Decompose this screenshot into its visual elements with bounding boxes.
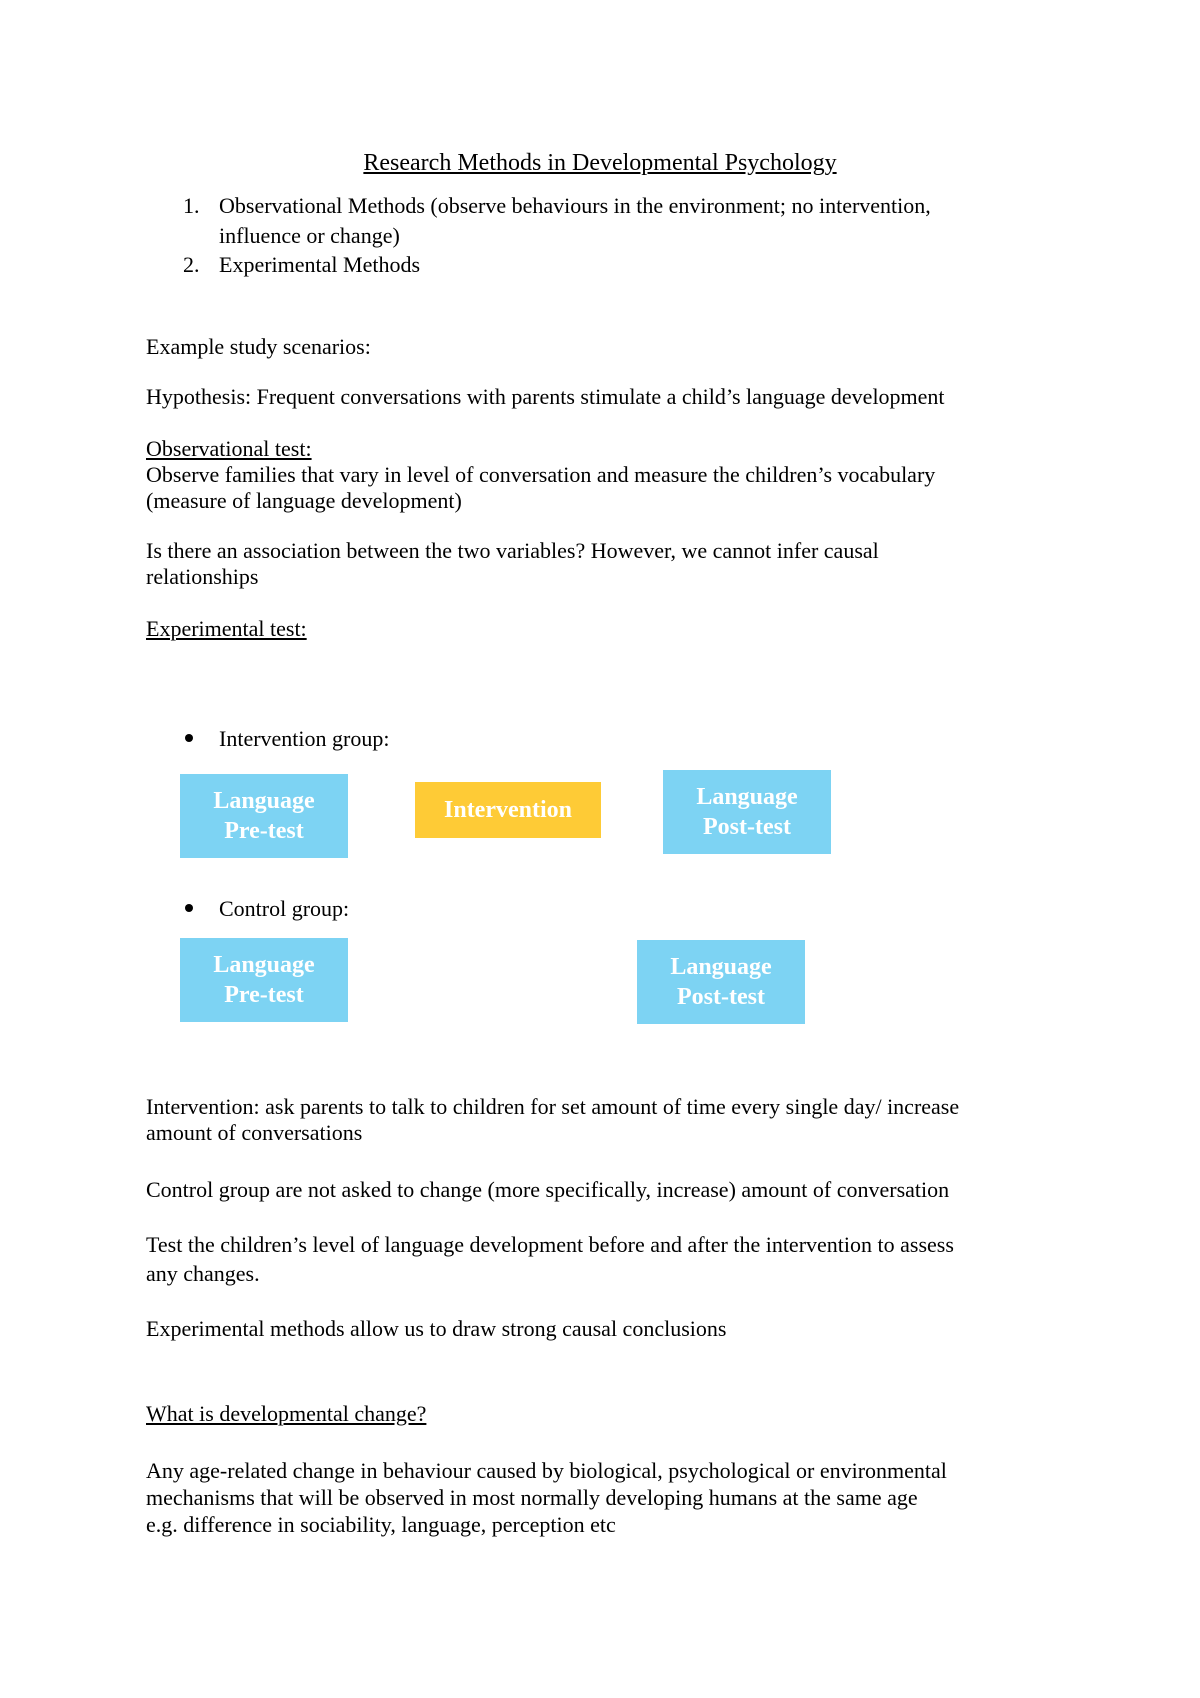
intervention-desc-line-2: amount of conversations <box>146 1120 363 1145</box>
method-2-line-1: Experimental Methods <box>219 252 421 277</box>
list-number-2: 2. <box>183 252 200 277</box>
list-number-1: 1. <box>183 193 200 218</box>
association-line-1: Is there an association between the two variables? However, we cannot infer causal <box>146 538 879 563</box>
control-pretest-box: Language Pre-test <box>180 938 348 1022</box>
bullet-icon <box>185 734 193 742</box>
intervention-pretest-box: Language Pre-test <box>180 774 348 858</box>
example-heading: Example study scenarios: <box>146 334 371 359</box>
dev-change-line-2: mechanisms that will be observed in most normally developing humans at the same age <box>146 1485 918 1510</box>
dev-change-heading: What is developmental change? <box>146 1401 427 1426</box>
dev-change-line-3: e.g. difference in sociability, language, perception etc <box>146 1512 616 1537</box>
test-desc-line-2: any changes. <box>146 1261 260 1286</box>
control-posttest-box: Language Post-test <box>637 940 805 1024</box>
intervention-posttest-box: Language Post-test <box>663 770 831 854</box>
control-desc: Control group are not asked to change (more specifically, increase) amount of conversation <box>146 1177 950 1202</box>
intervention-group-label: Intervention group: <box>219 726 390 751</box>
method-1-line-1: Observational Methods (observe behaviours in the environment; no intervention, <box>219 193 931 218</box>
intervention-desc-line-1: Intervention: ask parents to talk to children for set amount of time every single day/ increase <box>146 1094 960 1119</box>
experimental-heading: Experimental test: <box>146 616 307 641</box>
conclusion: Experimental methods allow us to draw strong causal conclusions <box>146 1316 727 1341</box>
intervention-box: Intervention <box>415 782 601 838</box>
bullet-icon <box>185 904 193 912</box>
control-group-label: Control group: <box>219 896 350 921</box>
method-1-line-2: influence or change) <box>219 223 400 248</box>
hypothesis: Hypothesis: Frequent conversations with parents stimulate a child’s language development <box>146 384 945 409</box>
observational-line-2: (measure of language development) <box>146 488 462 513</box>
observational-line-1: Observe families that vary in level of conversation and measure the children’s vocabulary <box>146 462 936 487</box>
dev-change-line-1: Any age-related change in behaviour caused by biological, psychological or environmental <box>146 1458 947 1483</box>
association-line-2: relationships <box>146 564 259 589</box>
page-title: Research Methods in Developmental Psychology <box>363 150 837 176</box>
observational-heading: Observational test: <box>146 436 312 461</box>
test-desc-line-1: Test the children’s level of language development before and after the intervention to assess <box>146 1232 954 1257</box>
